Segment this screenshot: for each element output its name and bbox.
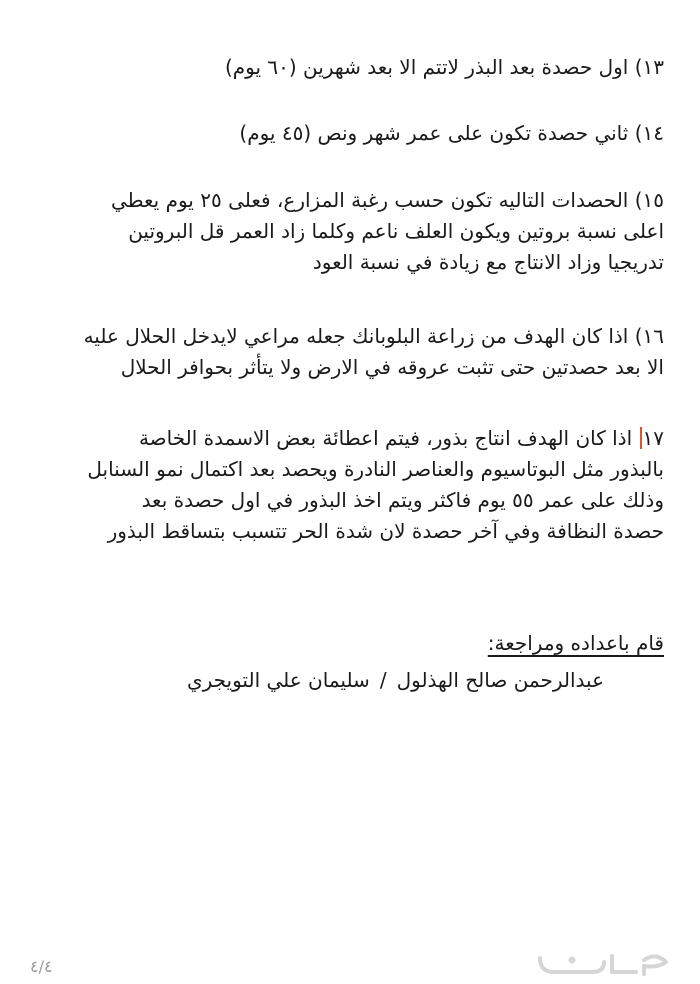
list-item	[24, 118, 664, 149]
list-item	[24, 423, 664, 547]
item-number: ١٥)	[634, 188, 664, 212]
author-name: سليمان علي التويجري	[186, 668, 370, 692]
name-separator: /	[379, 668, 387, 692]
list-item	[24, 185, 664, 278]
text-cursor	[640, 427, 642, 449]
list-item-line: حصدة النظافة وفي آخر حصدة لان شدة الحر تتسبب بتساقط البذور	[107, 519, 664, 543]
list-item-line: وذلك على عمر ٥٥ يوم فاكثر ويتم اخذ البذور في اول حصدة بعد	[141, 488, 664, 512]
list-item-line: اعلى نسبة بروتين ويكون العلف ناعم وكلما زاد العمر قل البروتين	[128, 219, 664, 243]
list-item-line: الا بعد حصدتين حتى تثبت عروقه في الارض ولا يتأثر بحوافر الحلال	[120, 355, 664, 379]
list-item-line: ١٤) ثاني حصدة تكون على عمر شهر ونص (٤٥ يوم)	[239, 121, 664, 145]
haraj-watermark-logo	[532, 948, 682, 980]
list-item-line: ١٥) الحصدات التاليه تكون حسب رغبة المزارع، فعلى ٢٥ يوم يعطي	[110, 188, 664, 212]
credits-heading: قام باعداده ومراجعة:	[487, 631, 664, 655]
list-item-line: بالبذور مثل البوتاسيوم والعناصر النادرة ويحصد بعد اكتمال نمو السنابل	[87, 457, 664, 481]
item-number: ١٤)	[634, 121, 664, 145]
list-item	[24, 321, 664, 383]
credits-names	[187, 665, 604, 695]
item-number: ١٧	[642, 426, 664, 450]
item-number: ١٦)	[634, 324, 664, 348]
list-item-line: ١٦) اذا كان الهدف من زراعة البلوبانك جعله مراعي لايدخل الحلال عليه	[83, 324, 664, 348]
list-item-line: ١٣) اول حصدة بعد البذر لاتتم الا بعد شهرين (٦٠ يوم)	[224, 55, 664, 79]
author-name: عبدالرحمن صالح الهذلول	[396, 668, 604, 692]
list-item-line: ١٧ اذا كان الهدف انتاج بذور، فيتم اعطائة بعض الاسمدة الخاصة	[138, 426, 664, 450]
list-item	[24, 52, 664, 83]
item-number: ١٣)	[634, 55, 664, 79]
list-item-line: تدريجيا وزاد الانتاج مع زيادة في نسبة العود	[312, 250, 664, 274]
page-number: ٤/٤	[30, 957, 53, 976]
